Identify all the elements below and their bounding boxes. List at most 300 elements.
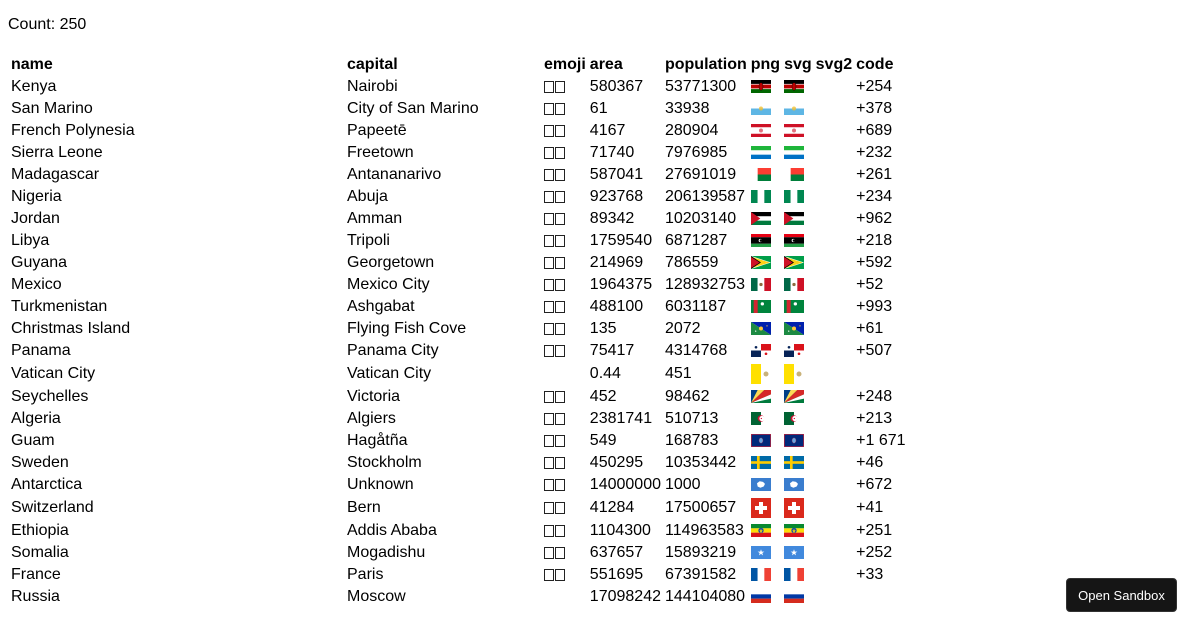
country-name-cell: Somalia xyxy=(11,544,69,561)
population-cell: 10353442 xyxy=(664,454,737,471)
code-cell: +218 xyxy=(856,232,893,249)
ethiopia-flag-png-icon xyxy=(751,524,771,537)
svg-flag-cell xyxy=(783,165,813,185)
population-cell: 510713 xyxy=(664,410,719,427)
sweden-flag-svg-icon xyxy=(784,456,804,469)
capital-cell: Victoria xyxy=(347,388,401,405)
missing-glyph-icon xyxy=(555,191,565,203)
guyana-flag-png-icon xyxy=(751,256,771,269)
emoji-cell xyxy=(543,341,587,361)
libya-flag-svg-icon xyxy=(784,234,804,247)
missing-glyph-icon xyxy=(544,213,554,225)
population-cell: 451 xyxy=(664,365,692,382)
svg-flag-cell xyxy=(783,497,813,519)
capital-cell: Unknown xyxy=(347,476,414,493)
svg2-flag-cell xyxy=(815,209,853,229)
column-header-population: population xyxy=(664,56,747,73)
turkmenistan-flag-png-icon xyxy=(751,300,771,313)
table-row xyxy=(10,341,907,361)
country-name-cell: Vatican City xyxy=(11,365,96,382)
missing-glyph-icon xyxy=(555,457,565,469)
png-flag-cell xyxy=(750,543,781,563)
code-cell: +41 xyxy=(856,499,884,516)
population-cell: 15893219 xyxy=(664,544,737,561)
count-label: Count: 250 xyxy=(8,16,87,33)
missing-glyph-icon xyxy=(555,323,565,335)
capital-cell: Paris xyxy=(347,566,384,583)
svg2-flag-cell xyxy=(815,341,853,361)
population-cell: 6031187 xyxy=(664,298,727,315)
svg-flag-cell xyxy=(783,363,813,385)
country-name-cell: Mexico xyxy=(11,276,62,293)
san-marino-flag-png-icon xyxy=(751,102,771,115)
svg2-flag-cell xyxy=(815,231,853,251)
svg-flag-cell xyxy=(783,121,813,141)
emoji-cell xyxy=(543,521,587,541)
missing-glyph-icon xyxy=(555,569,565,581)
svg-flag-cell xyxy=(783,409,813,429)
country-name-cell: French Polynesia xyxy=(11,122,135,139)
country-name-cell: Switzerland xyxy=(11,499,94,516)
emoji-cell xyxy=(543,387,587,407)
area-cell: 1104300 xyxy=(589,522,651,539)
missing-glyph-icon xyxy=(544,391,554,403)
missing-glyph-icon xyxy=(555,103,565,115)
population-cell: 6871287 xyxy=(664,232,728,249)
area-cell: 0.44 xyxy=(589,365,621,382)
mexico-flag-svg-icon xyxy=(784,278,804,291)
capital-cell: Georgetown xyxy=(347,254,435,271)
country-name-cell: Seychelles xyxy=(11,388,89,405)
table-row xyxy=(10,143,907,163)
code-cell: +52 xyxy=(856,276,884,293)
population-cell: 786559 xyxy=(664,254,719,271)
missing-glyph-icon xyxy=(544,103,554,115)
capital-cell: Stockholm xyxy=(347,454,422,471)
svg-flag-cell xyxy=(783,565,813,585)
madagascar-flag-svg-icon xyxy=(784,168,804,181)
country-name-cell: Libya xyxy=(11,232,50,249)
table-row xyxy=(10,231,907,251)
population-cell: 4314768 xyxy=(664,342,728,359)
population-cell: 53771300 xyxy=(664,78,737,95)
area-cell: 923768 xyxy=(589,188,644,205)
svg-flag-cell xyxy=(783,453,813,473)
capital-cell: Antananarivo xyxy=(347,166,442,183)
svg2-flag-cell xyxy=(815,521,853,541)
missing-glyph-icon xyxy=(544,191,554,203)
country-name-cell: Turkmenistan xyxy=(11,298,108,315)
png-flag-cell xyxy=(750,587,781,607)
capital-cell: Amman xyxy=(347,210,403,227)
country-name-cell: Ethiopia xyxy=(11,522,69,539)
emoji-cell xyxy=(543,297,587,317)
area-cell: 450295 xyxy=(589,454,644,471)
emoji-cell xyxy=(543,187,587,207)
area-cell: 637657 xyxy=(589,544,644,561)
area-cell: 89342 xyxy=(589,210,635,227)
area-cell: 488100 xyxy=(589,298,644,315)
code-cell: +962 xyxy=(856,210,893,227)
png-flag-cell xyxy=(750,387,781,407)
table-row xyxy=(10,565,907,585)
missing-glyph-icon xyxy=(555,547,565,559)
ethiopia-flag-svg-icon xyxy=(784,524,804,537)
guyana-flag-svg-icon xyxy=(784,256,804,269)
capital-cell: Bern xyxy=(347,499,381,516)
column-header-name: name xyxy=(11,56,53,73)
table-row xyxy=(10,297,907,317)
missing-glyph-icon xyxy=(544,479,554,491)
svg-flag-cell xyxy=(783,521,813,541)
capital-cell: Addis Ababa xyxy=(347,522,437,539)
code-cell: +1 671 xyxy=(856,432,906,449)
missing-glyph-icon xyxy=(544,413,554,425)
svg-flag-cell xyxy=(783,297,813,317)
missing-glyph-icon xyxy=(555,235,565,247)
emoji-cell xyxy=(543,121,587,141)
svg2-flag-cell xyxy=(815,543,853,563)
emoji-cell xyxy=(543,253,587,273)
missing-glyph-icon xyxy=(544,525,554,537)
png-flag-cell xyxy=(750,297,781,317)
code-cell xyxy=(855,587,906,607)
table-row xyxy=(10,521,907,541)
column-header-code: code xyxy=(856,56,894,73)
population-cell: 10203140 xyxy=(664,210,737,227)
missing-glyph-icon xyxy=(544,125,554,137)
capital-cell: Tripoli xyxy=(347,232,390,249)
antarctica-flag-png-icon xyxy=(751,478,771,491)
turkmenistan-flag-svg-icon xyxy=(784,300,804,313)
capital-cell: Freetown xyxy=(347,144,414,161)
mexico-flag-png-icon xyxy=(751,278,771,291)
code-cell: +33 xyxy=(856,566,884,583)
switzerland-flag-svg-icon xyxy=(784,498,804,518)
antarctica-flag-svg-icon xyxy=(784,478,804,491)
emoji-cell xyxy=(543,431,587,451)
svg2-flag-cell xyxy=(815,453,853,473)
column-header-svg: svg xyxy=(784,56,812,73)
png-flag-cell xyxy=(750,253,781,273)
code-cell: +993 xyxy=(856,298,893,315)
area-cell: 61 xyxy=(589,100,608,117)
missing-glyph-icon xyxy=(555,125,565,137)
jordan-flag-png-icon xyxy=(751,212,771,225)
code-cell: +46 xyxy=(856,454,884,471)
country-name-cell: Panama xyxy=(11,342,71,359)
svg2-flag-cell xyxy=(815,319,853,339)
table-row xyxy=(10,497,907,519)
svg-flag-cell xyxy=(783,253,813,273)
svg-flag-cell xyxy=(783,387,813,407)
missing-glyph-icon xyxy=(544,323,554,335)
code-cell: +378 xyxy=(856,100,893,117)
country-name-cell: Nigeria xyxy=(11,188,62,205)
population-cell: 168783 xyxy=(664,432,719,449)
table-row xyxy=(10,387,907,407)
missing-glyph-icon xyxy=(544,147,554,159)
area-cell: 17098242 xyxy=(589,588,661,605)
png-flag-cell xyxy=(750,143,781,163)
population-cell: 128932753 xyxy=(664,276,746,293)
svg2-flag-cell xyxy=(815,253,853,273)
population-cell: 144104080 xyxy=(664,588,746,605)
area-cell: 41284 xyxy=(589,499,635,516)
somalia-flag-svg-icon xyxy=(784,546,804,559)
sierra-leone-flag-png-icon xyxy=(751,146,771,159)
capital-cell: Nairobi xyxy=(347,78,398,95)
column-header-area: area xyxy=(589,56,623,73)
svg2-flag-cell xyxy=(815,475,853,495)
png-flag-cell xyxy=(750,209,781,229)
table-row xyxy=(10,209,907,229)
sierra-leone-flag-svg-icon xyxy=(784,146,804,159)
nigeria-flag-svg-icon xyxy=(784,190,804,203)
missing-glyph-icon xyxy=(555,81,565,93)
table-row xyxy=(10,475,907,495)
svg-flag-cell xyxy=(783,99,813,119)
guam-flag-png-icon xyxy=(751,434,771,447)
png-flag-cell xyxy=(750,165,781,185)
population-cell: 33938 xyxy=(664,100,710,117)
area-cell: 135 xyxy=(589,320,617,337)
png-flag-cell xyxy=(750,231,781,251)
code-cell: +689 xyxy=(856,122,893,139)
sweden-flag-png-icon xyxy=(751,456,771,469)
column-header-png: png xyxy=(750,56,781,73)
emoji-cell xyxy=(543,77,587,97)
svg-flag-cell xyxy=(783,231,813,251)
vatican-flag-svg-icon xyxy=(784,364,804,384)
missing-glyph-icon xyxy=(544,301,554,313)
png-flag-cell xyxy=(750,77,781,97)
svg2-flag-cell xyxy=(815,99,853,119)
area-cell: 580367 xyxy=(589,78,644,95)
table-row xyxy=(10,99,907,119)
population-cell: 7976985 xyxy=(664,144,728,161)
table-row xyxy=(10,319,907,339)
missing-glyph-icon xyxy=(544,502,554,514)
area-cell: 2381741 xyxy=(589,410,653,427)
table-row xyxy=(10,275,907,295)
table-row xyxy=(10,363,907,385)
christmas-island-flag-png-icon xyxy=(751,322,771,335)
seychelles-flag-png-icon xyxy=(751,390,771,403)
country-name-cell: Christmas Island xyxy=(11,320,131,337)
column-header-svg2: svg2 xyxy=(815,56,853,73)
code-cell: +252 xyxy=(856,544,893,561)
emoji-cell xyxy=(543,143,587,163)
code-cell: +251 xyxy=(856,522,893,539)
country-name-cell: Sierra Leone xyxy=(11,144,103,161)
area-cell: 551695 xyxy=(589,566,644,583)
french-polynesia-flag-png-icon xyxy=(751,124,771,137)
panama-flag-svg-icon xyxy=(784,344,804,357)
population-cell: 67391582 xyxy=(664,566,737,583)
emoji-cell xyxy=(543,453,587,473)
area-cell: 214969 xyxy=(589,254,644,271)
png-flag-cell xyxy=(750,187,781,207)
svg-flag-cell xyxy=(783,187,813,207)
png-flag-cell xyxy=(750,363,781,385)
missing-glyph-icon xyxy=(555,525,565,537)
svg-flag-cell xyxy=(783,143,813,163)
emoji-cell xyxy=(543,497,587,519)
missing-glyph-icon xyxy=(555,502,565,514)
algeria-flag-svg-icon xyxy=(784,412,804,425)
emoji-cell xyxy=(543,275,587,295)
missing-glyph-icon xyxy=(544,279,554,291)
column-header-emoji: emoji xyxy=(544,56,586,73)
svg-flag-cell xyxy=(783,543,813,563)
png-flag-cell xyxy=(750,475,781,495)
png-flag-cell xyxy=(750,99,781,119)
svg2-flag-cell xyxy=(815,587,853,607)
population-cell: 280904 xyxy=(664,122,719,139)
kenya-flag-png-icon xyxy=(751,80,771,93)
code-cell xyxy=(855,363,906,385)
capital-cell: Mexico City xyxy=(347,276,430,293)
svg2-flag-cell xyxy=(815,121,853,141)
area-cell: 452 xyxy=(589,388,617,405)
svg2-flag-cell xyxy=(815,77,853,97)
png-flag-cell xyxy=(750,341,781,361)
code-cell: +248 xyxy=(856,388,893,405)
san-marino-flag-svg-icon xyxy=(784,102,804,115)
area-cell: 549 xyxy=(589,432,617,449)
somalia-flag-png-icon xyxy=(751,546,771,559)
table-row xyxy=(10,187,907,207)
code-cell: +232 xyxy=(856,144,893,161)
png-flag-cell xyxy=(750,275,781,295)
country-name-cell: Guam xyxy=(11,432,55,449)
png-flag-cell xyxy=(750,453,781,473)
algeria-flag-png-icon xyxy=(751,412,771,425)
population-cell: 98462 xyxy=(664,388,710,405)
svg-flag-cell xyxy=(783,209,813,229)
country-name-cell: Madagascar xyxy=(11,166,100,183)
emoji-cell xyxy=(543,363,587,385)
emoji-cell xyxy=(543,543,587,563)
png-flag-cell xyxy=(750,409,781,429)
missing-glyph-icon xyxy=(544,457,554,469)
capital-cell: Vatican City xyxy=(347,365,432,382)
missing-glyph-icon xyxy=(555,257,565,269)
svg2-flag-cell xyxy=(815,387,853,407)
capital-cell: Hagåtña xyxy=(347,432,408,449)
emoji-cell xyxy=(543,409,587,429)
country-name-cell: Guyana xyxy=(11,254,68,271)
svg2-flag-cell xyxy=(815,165,853,185)
russia-flag-png-icon xyxy=(751,590,771,603)
population-cell: 17500657 xyxy=(664,499,737,516)
jordan-flag-svg-icon xyxy=(784,212,804,225)
christmas-island-flag-svg-icon xyxy=(784,322,804,335)
population-cell: 27691019 xyxy=(664,166,737,183)
svg2-flag-cell xyxy=(815,363,853,385)
country-name-cell: Russia xyxy=(11,588,60,605)
missing-glyph-icon xyxy=(544,257,554,269)
france-flag-svg-icon xyxy=(784,568,804,581)
table-row xyxy=(10,121,907,141)
country-name-cell: Sweden xyxy=(11,454,69,471)
missing-glyph-icon xyxy=(555,413,565,425)
png-flag-cell xyxy=(750,521,781,541)
panama-flag-png-icon xyxy=(751,344,771,357)
missing-glyph-icon xyxy=(555,345,565,357)
column-header-capital: capital xyxy=(347,56,398,73)
png-flag-cell xyxy=(750,319,781,339)
emoji-cell xyxy=(543,99,587,119)
code-cell: +592 xyxy=(856,254,893,271)
missing-glyph-icon xyxy=(555,301,565,313)
france-flag-png-icon xyxy=(751,568,771,581)
png-flag-cell xyxy=(750,565,781,585)
missing-glyph-icon xyxy=(544,169,554,181)
french-polynesia-flag-svg-icon xyxy=(784,124,804,137)
svg2-flag-cell xyxy=(815,143,853,163)
svg2-flag-cell xyxy=(815,409,853,429)
emoji-cell xyxy=(543,165,587,185)
missing-glyph-icon xyxy=(555,169,565,181)
capital-cell: Papeetē xyxy=(347,122,407,139)
emoji-cell xyxy=(543,209,587,229)
area-cell: 71740 xyxy=(589,144,635,161)
area-cell: 4167 xyxy=(589,122,626,139)
area-cell: 587041 xyxy=(589,166,644,183)
table-row xyxy=(10,543,907,563)
country-name-cell: Algeria xyxy=(11,410,61,427)
countries-table xyxy=(8,53,909,609)
missing-glyph-icon xyxy=(544,81,554,93)
svg2-flag-cell xyxy=(815,297,853,317)
missing-glyph-icon xyxy=(555,213,565,225)
svg2-flag-cell xyxy=(815,565,853,585)
svg2-flag-cell xyxy=(815,187,853,207)
population-cell: 206139587 xyxy=(664,188,746,205)
capital-cell: Ashgabat xyxy=(347,298,415,315)
svg-flag-cell xyxy=(783,475,813,495)
population-cell: 2072 xyxy=(664,320,701,337)
missing-glyph-icon xyxy=(544,547,554,559)
missing-glyph-icon xyxy=(555,147,565,159)
capital-cell: Mogadishu xyxy=(347,544,426,561)
code-cell: +254 xyxy=(856,78,893,95)
table-row xyxy=(10,77,907,97)
table-row xyxy=(10,253,907,273)
libya-flag-png-icon xyxy=(751,234,771,247)
open-sandbox-button[interactable]: Open Sandbox xyxy=(1066,578,1177,612)
russia-flag-svg-icon xyxy=(784,590,804,603)
emoji-cell xyxy=(543,475,587,495)
code-cell: +213 xyxy=(856,410,893,427)
svg-flag-cell xyxy=(783,319,813,339)
svg-flag-cell xyxy=(783,275,813,295)
svg2-flag-cell xyxy=(815,497,853,519)
png-flag-cell xyxy=(750,121,781,141)
missing-glyph-icon xyxy=(544,235,554,247)
seychelles-flag-svg-icon xyxy=(784,390,804,403)
area-cell: 1759540 xyxy=(589,232,653,249)
population-cell: 114963583 xyxy=(664,522,744,539)
svg2-flag-cell xyxy=(815,431,853,451)
population-cell: 1000 xyxy=(664,476,701,493)
code-cell: +234 xyxy=(856,188,893,205)
guam-flag-svg-icon xyxy=(784,434,804,447)
area-cell: 14000000 xyxy=(589,476,661,493)
madagascar-flag-png-icon xyxy=(751,168,771,181)
